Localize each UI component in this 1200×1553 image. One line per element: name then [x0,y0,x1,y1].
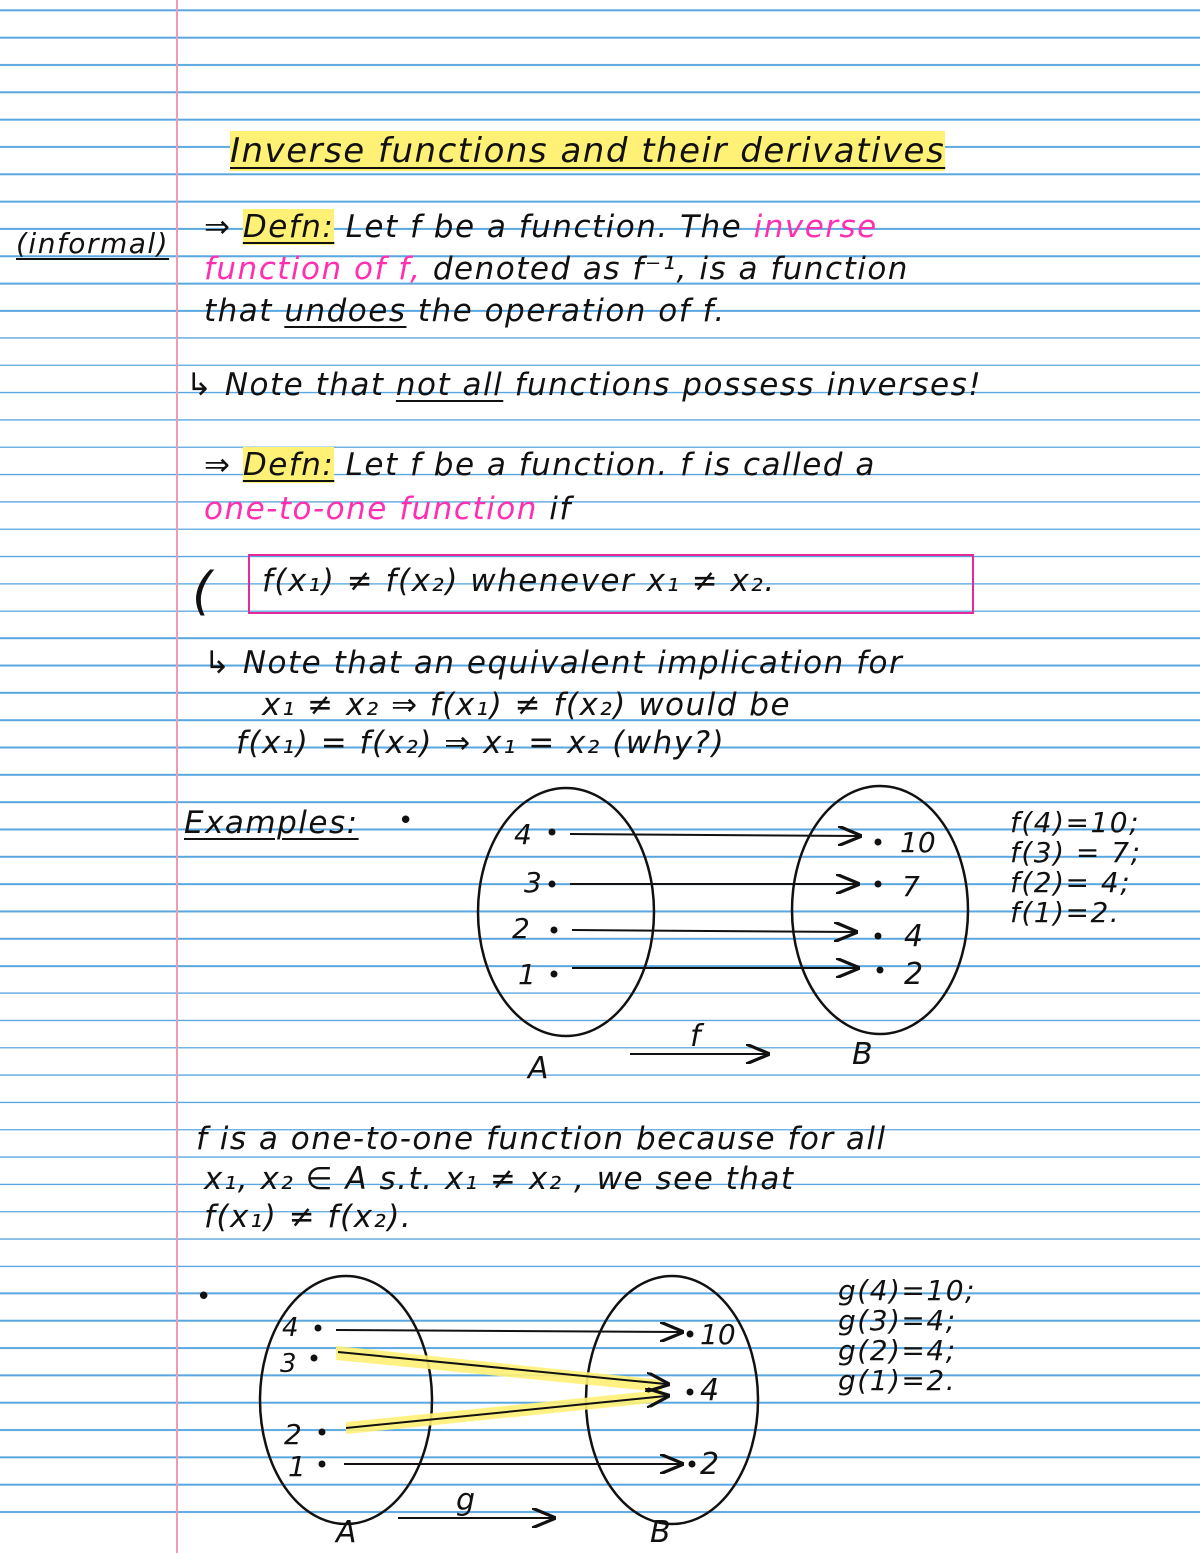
f-value: f(2)= 4; [1010,866,1132,899]
domain-point [311,1355,318,1362]
domain-label: 4 [282,1313,299,1343]
implies-icon: ⇒ [204,209,232,245]
domain-label: 4 [514,818,532,851]
codomain-point [875,839,882,846]
f-value: f(4)=10; [1010,806,1141,839]
domain-point [319,1461,326,1468]
g-value: g(2)=4; [838,1334,957,1367]
g-value: g(4)=10; [838,1274,976,1307]
defn-inverse-line3: that undoes the operation of f. [204,293,726,329]
domain-label: 1 [518,958,536,991]
defn-one-to-one-line2: one-to-one function if [204,491,572,527]
codomain-label: 10 [700,1318,736,1351]
domain-label: 3 [524,866,542,899]
codomain-point [687,1331,694,1338]
mapping-arrow [346,1396,666,1428]
conclusion-line1: f is a one-to-one function because for all [196,1121,887,1157]
codomain-label: 4 [700,1373,720,1408]
implies-icon: ⇒ [204,447,232,483]
defn-label: Defn: [242,447,335,483]
codomain-point [875,933,882,940]
bullet: • [398,806,414,836]
set-b-ellipse [792,786,968,1034]
f-values-list [1010,808,1142,928]
note-equivalent-line3: f(x₁) = f(x₂) ⇒ x₁ = x₂ (why?) [236,725,726,761]
defn-inverse-line2: function of f, denoted as f⁻¹, is a function [204,251,909,287]
domain-point [319,1429,326,1436]
note-inverses: ↳ Note that not all functions possess inverses! [186,367,983,403]
f-value: f(1)=2. [1010,896,1121,929]
g-value: g(3)=4; [838,1304,957,1337]
codomain-point [689,1461,696,1468]
highlight-band [336,1346,662,1392]
mapping-arrow [572,930,854,932]
hook-arrow-icon: ↳ [186,367,214,403]
undoes-word: undoes [284,293,407,329]
mapping-arrow [336,1330,680,1332]
informal-label: (informal) [16,227,170,260]
diagram-g [260,1276,758,1550]
domain-label: 1 [288,1450,306,1483]
conclusion-line3: f(x₁) ≠ f(x₂). [204,1199,413,1235]
codomain-point [687,1389,694,1396]
function-name: f [690,1019,701,1054]
note-equivalent-line1: ↳ Note that an equivalent implication for [204,645,904,681]
mapping-arrow [570,834,858,836]
inverse-term: inverse [753,209,878,245]
domain-point [315,1325,322,1332]
codomain-label: 2 [904,957,924,992]
domain-point [549,881,556,888]
domain-label: 3 [280,1349,297,1379]
defn-inverse-line1: ⇒ Defn: Let f be a function. The inverse [204,209,878,245]
set-b-label: B [852,1037,873,1072]
diagram-f [478,786,968,1086]
set-b-label: B [650,1515,671,1550]
domain-point [551,971,558,978]
g-value: g(1)=2. [838,1364,957,1397]
domain-point [549,829,556,836]
hook-arrow-icon: ↳ [204,645,232,681]
domain-label: 2 [284,1418,302,1451]
set-a-ellipse [478,788,654,1036]
defn-one-to-one-line1: ⇒ Defn: Let f be a function. f is called a [204,447,876,483]
bullet: • [196,1282,212,1312]
g-values-list [838,1276,976,1396]
codomain-label: 4 [904,919,924,954]
set-a-label: A [528,1051,549,1086]
defn-label: Defn: [242,209,335,245]
codomain-point [875,881,882,888]
codomain-label: 7 [902,870,920,903]
set-a-label: A [336,1515,357,1550]
codomain-label: 10 [900,826,936,859]
domain-point [551,927,558,934]
f-value: f(3) = 7; [1010,836,1142,869]
function-name: g [456,1483,476,1518]
conclusion-line2: x₁, x₂ ∈ A s.t. x₁ ≠ x₂ , we see that [204,1161,795,1197]
domain-label: 2 [512,912,530,945]
mapping-arrow [338,1352,666,1384]
page-title: Inverse functions and their derivatives [230,131,946,171]
one-to-one-term: one-to-one function [204,491,538,527]
left-bracket: ( [192,562,214,622]
boxed-condition: f(x₁) ≠ f(x₂) whenever x₁ ≠ x₂. [262,563,776,599]
note-equivalent-line2: x₁ ≠ x₂ ⇒ f(x₁) ≠ f(x₂) would be [262,687,792,723]
examples-label: Examples: [184,805,359,841]
codomain-point [877,967,884,974]
codomain-label: 2 [700,1447,720,1482]
